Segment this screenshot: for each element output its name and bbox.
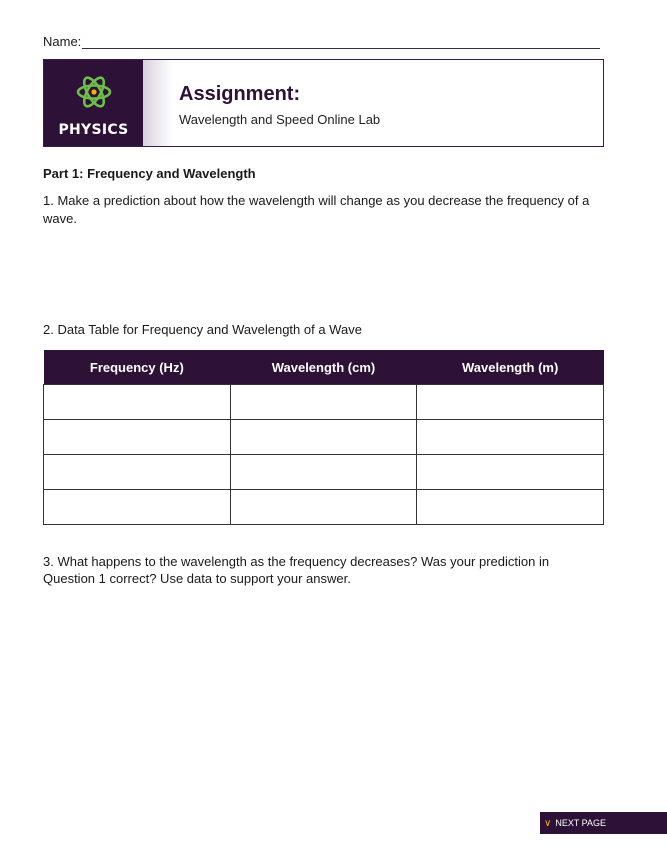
table-row: [44, 385, 604, 420]
table-cell[interactable]: [230, 385, 417, 420]
column-header: Frequency (Hz): [44, 350, 231, 385]
next-page-label: NEXT PAGE: [555, 818, 607, 828]
column-header: Wavelength (cm): [230, 350, 417, 385]
table-row: [44, 420, 604, 455]
question-3: 3. What happens to the wavelength as the frequency decreases? Was your prediction in Question 1 correct? Use data to support your answer.: [43, 554, 550, 586]
question-1: 1. Make a prediction about how the wavelength will change as you decrease the frequency of a wave.: [43, 193, 590, 226]
table-cell[interactable]: [417, 385, 604, 420]
name-field-row: [43, 34, 600, 49]
table-cell[interactable]: [44, 490, 231, 525]
table-cell[interactable]: [44, 385, 231, 420]
question-2: 2. Data Table for Frequency and Wavelength of a Wave: [43, 322, 362, 337]
logo-label: PHYSICS: [58, 122, 129, 138]
data-table: [43, 350, 604, 525]
table-cell[interactable]: [417, 420, 604, 455]
atom-icon: [76, 70, 112, 112]
assignment-header: [43, 59, 604, 147]
table-cell[interactable]: [44, 455, 231, 490]
table-cell[interactable]: [44, 420, 231, 455]
header-fade: [143, 60, 173, 146]
table-cell[interactable]: [417, 455, 604, 490]
table-cell[interactable]: [230, 455, 417, 490]
part-heading: Part 1: Frequency and Wavelength: [43, 166, 256, 181]
table-cell[interactable]: [230, 490, 417, 525]
column-header: Wavelength (m): [417, 350, 604, 385]
table-cell[interactable]: [230, 420, 417, 455]
table-row: [44, 490, 604, 525]
name-input-line[interactable]: [82, 35, 600, 49]
assignment-title: Assignment:: [179, 83, 301, 105]
assignment-subtitle: Wavelength and Speed Online Lab: [179, 112, 381, 127]
header-text: [173, 60, 380, 146]
table-cell[interactable]: [417, 490, 604, 525]
table-row: [44, 455, 604, 490]
chevron-down-icon: ∨: [544, 817, 552, 829]
physics-logo: [44, 60, 143, 146]
next-page-button[interactable]: [540, 812, 667, 834]
name-label: Name:: [43, 34, 82, 49]
table-header-row: [44, 350, 604, 385]
